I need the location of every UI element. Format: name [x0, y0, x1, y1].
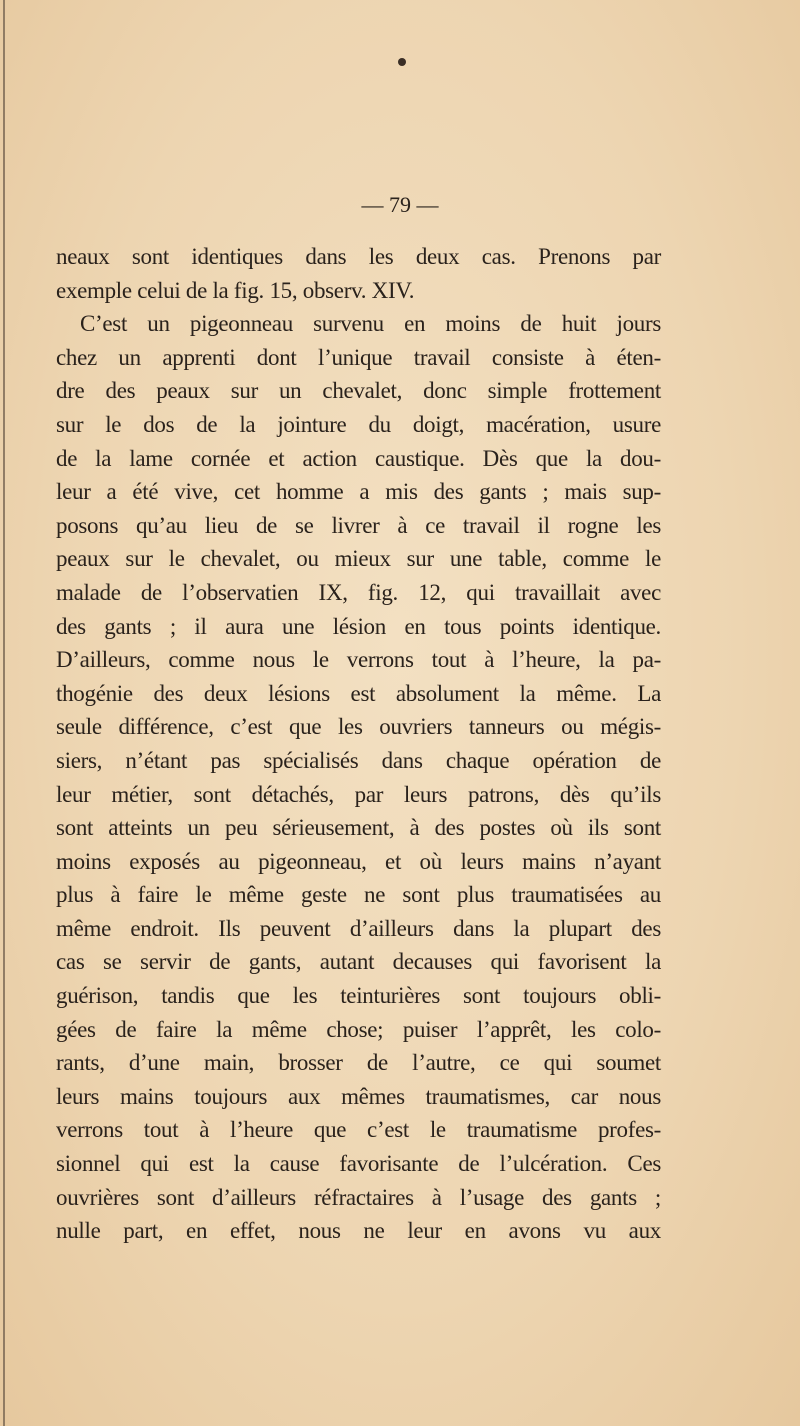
text-line: même endroit. Ils peuvent d’ailleurs dans la plupart des	[56, 915, 661, 941]
text-line: D’ailleurs, comme nous le verrons tout à l’heure, la pa-	[56, 647, 661, 673]
text-line: exemple celui de la fig. 15, observ. XIV.	[56, 277, 415, 303]
text-line: C’est un pigeonneau survenu en moins de huit jours	[80, 311, 661, 337]
text-line: plus à faire le même geste ne sont plus traumatisées au	[56, 882, 661, 908]
text-line: thogénie des deux lésions est absolument la même. La	[56, 680, 661, 706]
ink-spot	[398, 58, 406, 66]
text-line: sionnel qui est la cause favorisante de l’ulcération. Ces	[56, 1151, 661, 1177]
text-line: leur métier, sont détachés, par leurs patrons, dès qu’ils	[56, 781, 661, 807]
text-line: gées de faire la même chose; puiser l’apprêt, les colo-	[56, 1016, 661, 1042]
text-line: guérison, tandis que les teinturières sont toujours obli-	[56, 983, 661, 1009]
page-number: — 79 —	[361, 192, 439, 217]
text-line: leur a été vive, cet homme a mis des gants ; mais sup-	[56, 479, 661, 505]
text-line: seule différence, c’est que les ouvriers tanneurs ou mégis-	[56, 714, 661, 740]
text-line: neaux sont identiques dans les deux cas. Prenons par	[56, 244, 661, 269]
text-line: moins exposés au pigeonneau, et où leurs mains n’ayant	[56, 848, 661, 874]
text-line: chez un apprenti dont l’unique travail consiste à éten-	[56, 344, 661, 370]
text-line: siers, n’étant pas spécialisés dans chaque opération de	[56, 747, 661, 773]
body-text	[56, 240, 661, 1248]
text-line: sur le dos de la jointure du doigt, macération, usure	[56, 411, 661, 437]
text-line: des gants ; il aura une lésion en tous points identique.	[56, 613, 661, 639]
text-line: de la lame cornée et action caustique. Dès que la dou-	[56, 445, 661, 471]
text-line: dre des peaux sur un chevalet, donc simple frottement	[56, 378, 661, 404]
text-line: leurs mains toujours aux mêmes traumatismes, car nous	[56, 1083, 661, 1109]
text-line: verrons tout à l’heure que c’est le traumatisme profes-	[56, 1117, 661, 1143]
text-line: nulle part, en effet, nous ne leur en avons vu aux	[56, 1218, 661, 1244]
text-line: ouvrières sont d’ailleurs réfractaires à l’usage des gants ;	[56, 1184, 661, 1210]
text-line: peaux sur le chevalet, ou mieux sur une table, comme le	[56, 546, 661, 572]
text-line: malade de l’observatien IX, fig. 12, qui travaillait avec	[56, 579, 661, 605]
text-line: rants, d’une main, brosser de l’autre, ce qui soumet	[56, 1050, 661, 1076]
text-line: cas se servir de gants, autant decauses qui favorisent la	[56, 949, 661, 975]
text-line: posons qu’au lieu de se livrer à ce travail il rogne les	[56, 512, 661, 538]
text-line: sont atteints un peu sérieusement, à des postes où ils sont	[56, 815, 661, 841]
